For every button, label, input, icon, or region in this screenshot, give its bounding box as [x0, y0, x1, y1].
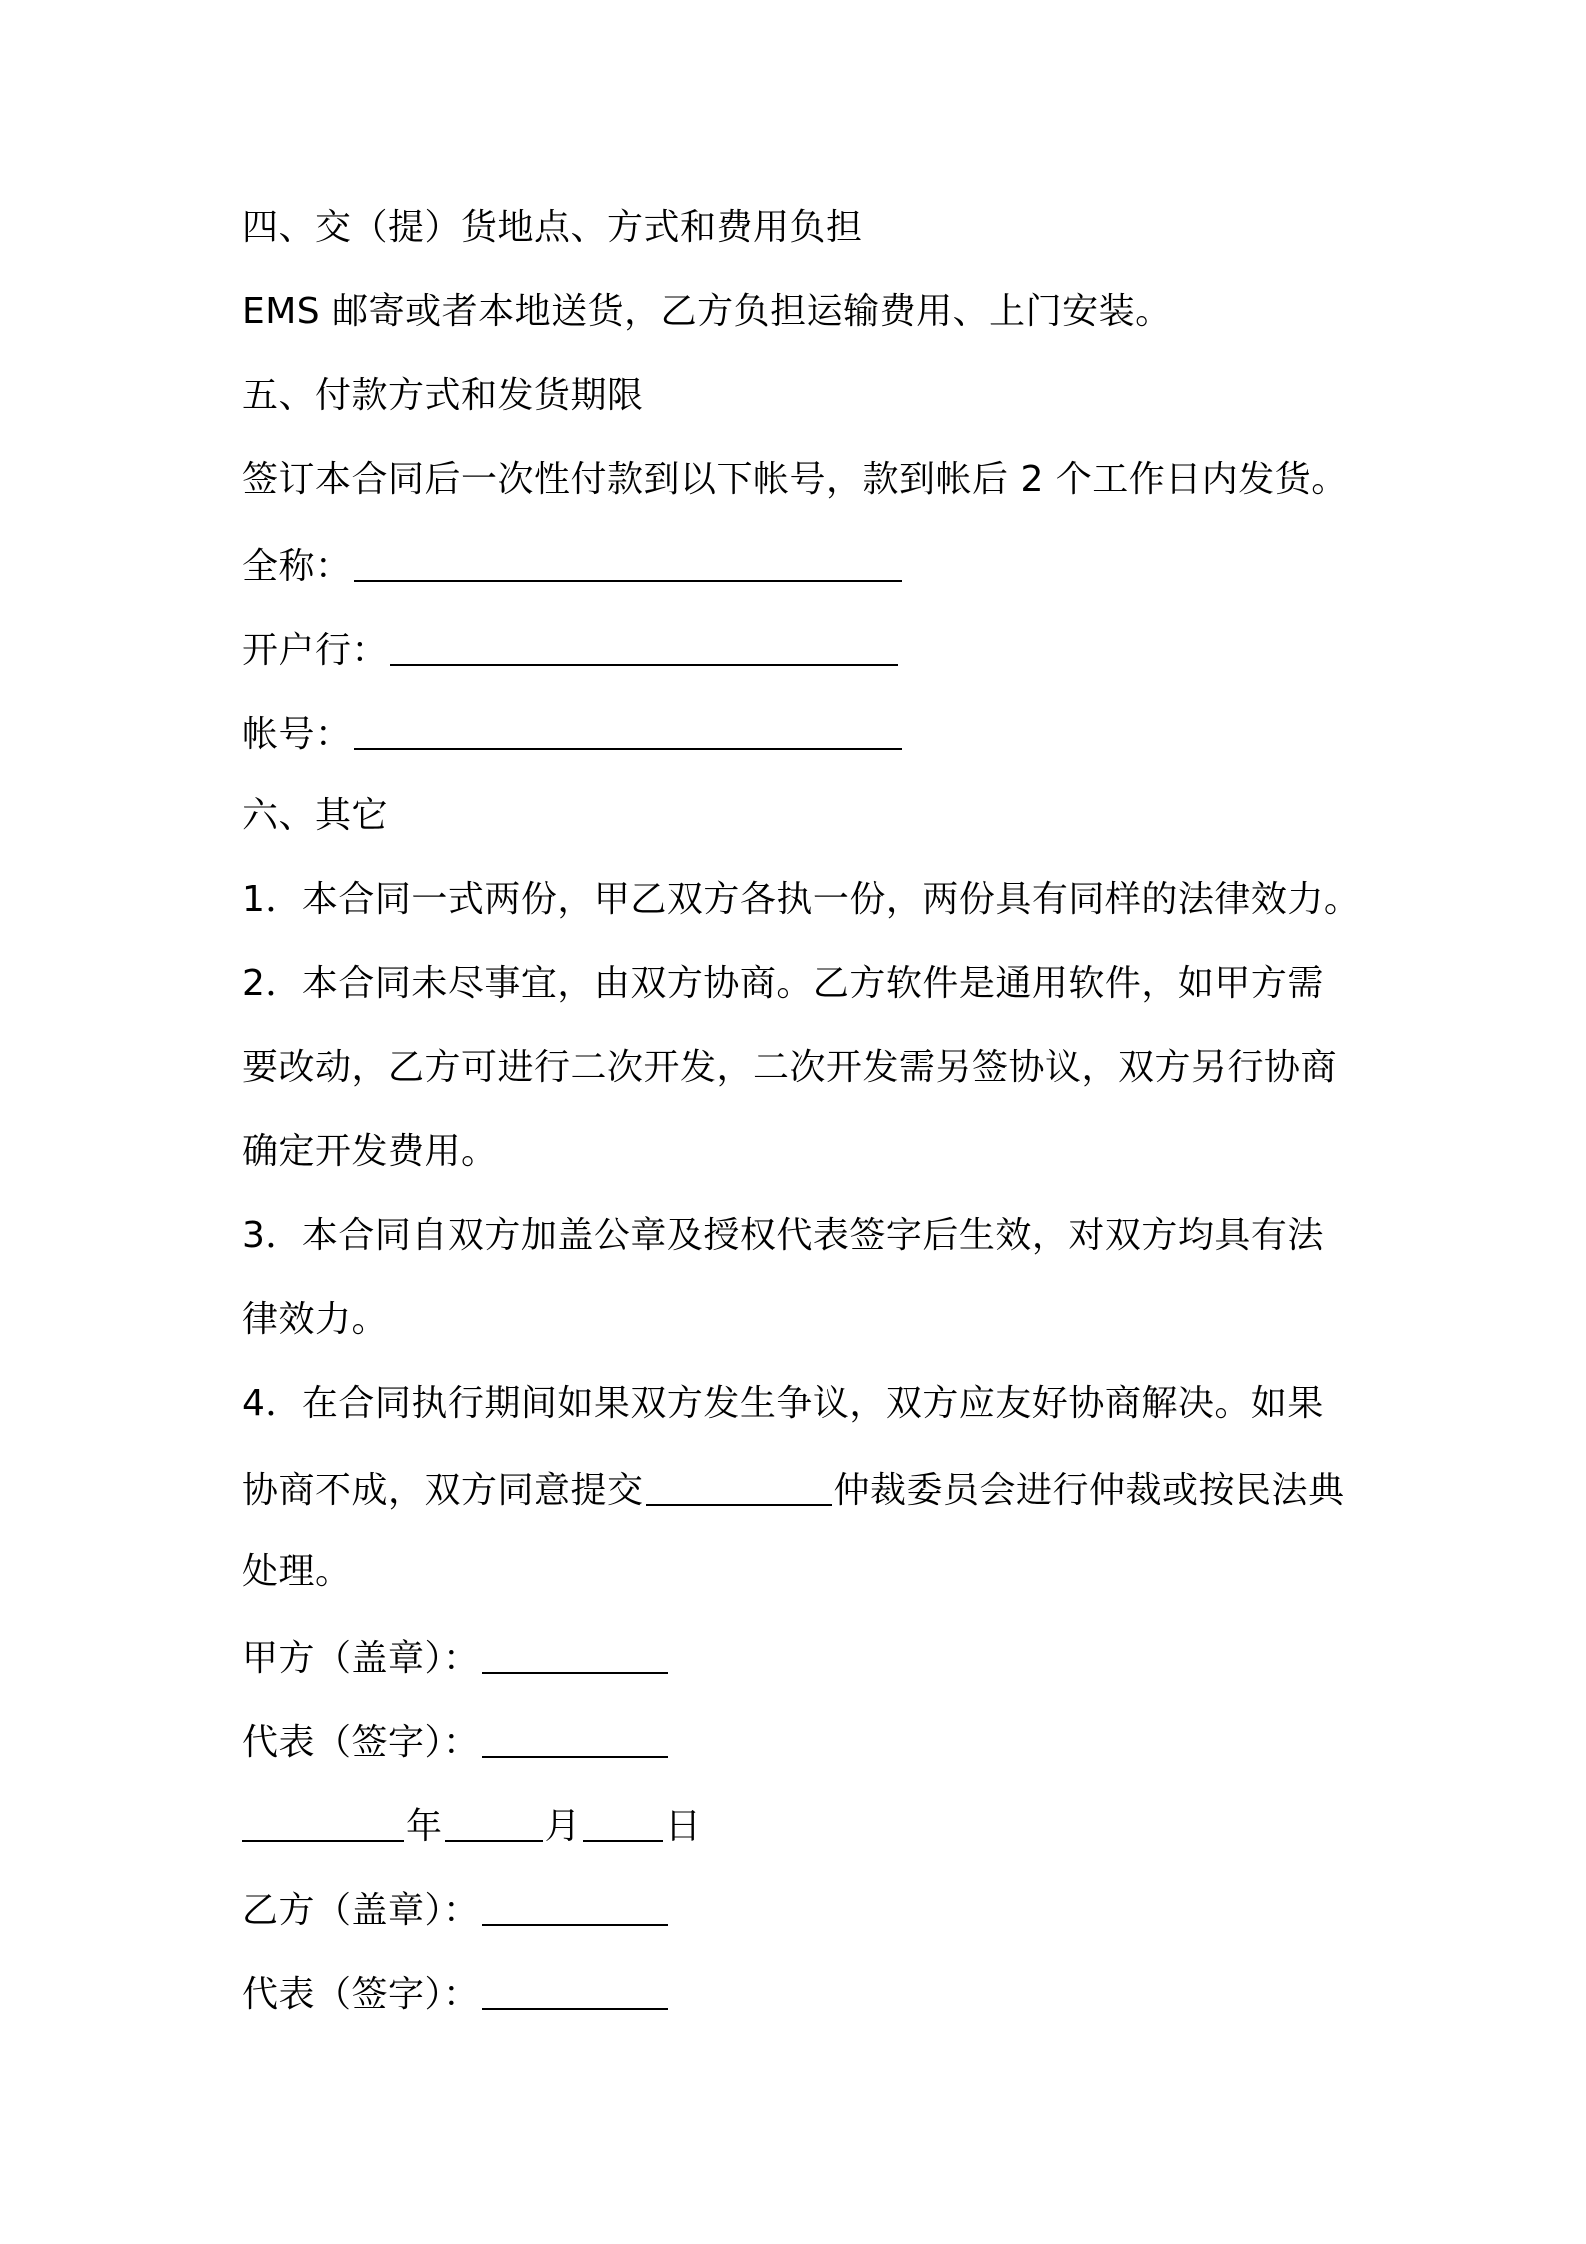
section4-body: [242, 288, 1172, 336]
item-2-line-3-text: 确定开发费用。: [242, 1131, 498, 1172]
item-4-line-2: [242, 1464, 1345, 1515]
party-b-rep-blank: [482, 1972, 668, 2010]
section6-heading: [242, 792, 388, 840]
item-2-line-2: [242, 1044, 1337, 1092]
section4-heading: [242, 204, 863, 252]
item-2-line-1-text: 2．本合同未尽事宜，由双方协商。乙方软件是通用软件，如甲方需: [242, 963, 1324, 1004]
bank-label: 开户行：: [242, 630, 389, 671]
item-4-line-1-text: 4．在合同执行期间如果双方发生争议，双方应友好协商解决。如果: [242, 1383, 1324, 1424]
item-4-line-2b-text: 仲裁委员会进行仲裁或按民法典: [833, 1470, 1345, 1511]
item-3-line-1: [242, 1212, 1324, 1260]
date-year-blank: [242, 1804, 404, 1842]
party-a-seal: [242, 1632, 670, 1683]
party-b-seal: [242, 1884, 670, 1935]
account-field: [242, 708, 904, 759]
bank-blank: [390, 628, 898, 666]
item-2-line-1: [242, 960, 1324, 1008]
section5-body-text: 签订本合同后一次性付款到以下帐号，款到帐后 2 个工作日内发货。: [242, 459, 1348, 500]
date-day-blank: [583, 1804, 663, 1842]
date-month-blank: [445, 1804, 543, 1842]
item-2-line-2-text: 要改动，乙方可进行二次开发，二次开发需另签协议，双方另行协商: [242, 1047, 1338, 1088]
item-3-line-1-text: 3．本合同自双方加盖公章及授权代表签字后生效，对双方均具有法: [242, 1215, 1324, 1256]
full-name-blank: [354, 544, 902, 582]
date-year-label: 年: [406, 1806, 443, 1847]
bank-field: [242, 624, 900, 675]
section5-heading: [242, 372, 644, 420]
party-a-rep: [242, 1716, 670, 1767]
date-month-label: 月: [544, 1806, 582, 1847]
full-name-field: [242, 540, 904, 591]
date-day-label: 日: [665, 1806, 702, 1847]
item-3-line-2-text: 律效力。: [242, 1299, 389, 1340]
party-a-seal-blank: [482, 1636, 668, 1674]
party-a-rep-label: 代表（签字）：: [242, 1722, 480, 1763]
section4-body-text: EMS 邮寄或者本地送货，乙方负担运输费用、上门安装。: [242, 291, 1172, 332]
item-1-text: 1．本合同一式两份，甲乙双方各执一份，两份具有同样的法律效力。: [242, 879, 1361, 920]
account-blank: [354, 712, 902, 750]
item-4-line-3-text: 处理。: [242, 1551, 352, 1592]
party-b-seal-blank: [482, 1888, 668, 1926]
arbitration-blank: [646, 1468, 832, 1506]
item-4-line-2a-text: 协商不成，双方同意提交: [242, 1470, 644, 1511]
party-b-rep-label: 代表（签字）：: [242, 1974, 480, 2015]
party-a-seal-label: 甲方（盖章）：: [242, 1638, 480, 1679]
party-a-rep-blank: [482, 1720, 668, 1758]
section5-body: [242, 456, 1348, 504]
section5-heading-text: 五、付款方式和发货期限: [242, 375, 644, 416]
section6-heading-text: 六、其它: [242, 795, 389, 836]
item-2-line-3: [242, 1128, 498, 1176]
item-4-line-1: [242, 1380, 1324, 1428]
party-b-rep: [242, 1968, 670, 2019]
item-1: [242, 876, 1360, 924]
account-label: 帐号：: [242, 714, 352, 755]
party-b-seal-label: 乙方（盖章）：: [242, 1890, 480, 1931]
item-3-line-2: [242, 1296, 388, 1344]
date-line: [242, 1800, 702, 1851]
item-4-line-3: [242, 1548, 352, 1596]
full-name-label: 全称：: [242, 546, 352, 587]
section4-heading-text: 四、交（提）货地点、方式和费用负担: [242, 207, 863, 248]
